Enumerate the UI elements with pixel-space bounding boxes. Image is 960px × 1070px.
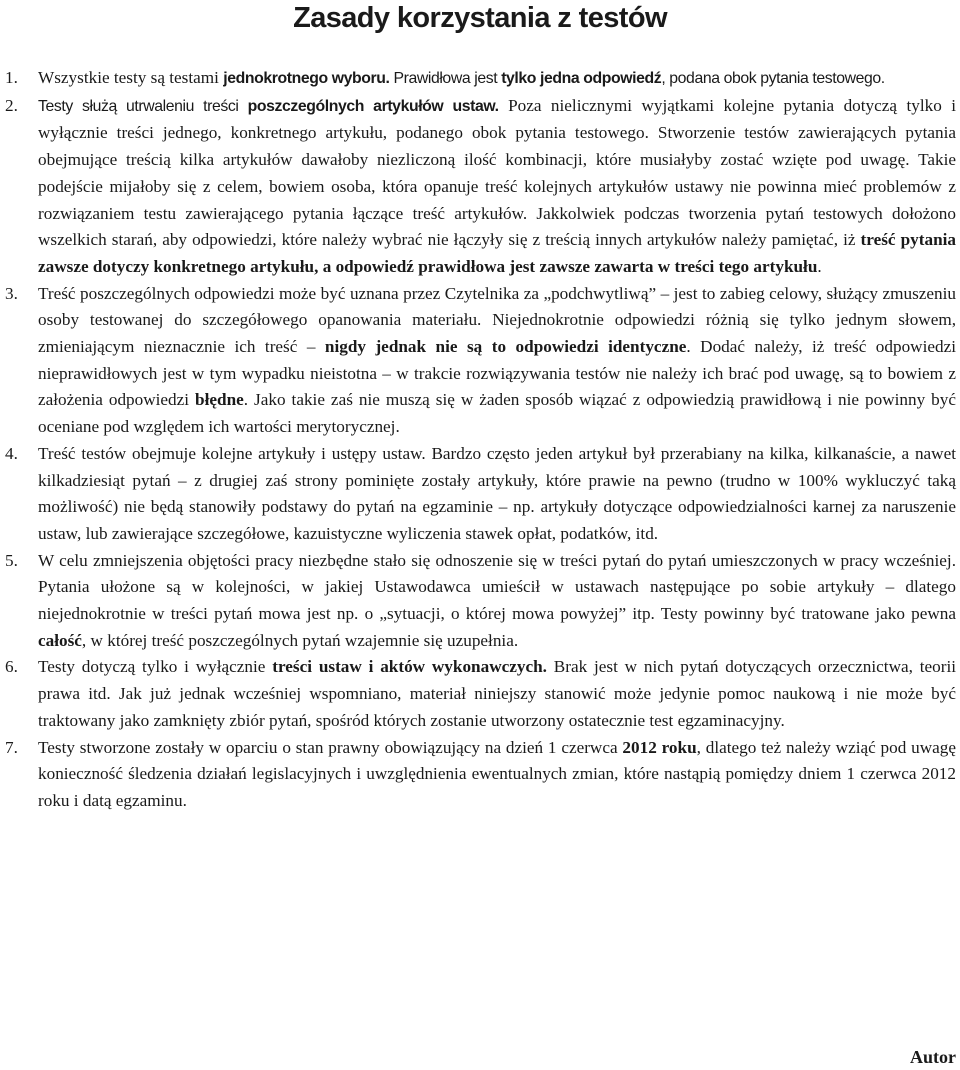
rule-text: , podana obok pytania testowego. (661, 70, 885, 87)
rule-text: . (817, 256, 822, 276)
rule-text: Treść poszczególnych odpowiedzi może być uznana przez Czytelnika za „podchwytliwą” – jest to zabieg celowy, służący zmuszeniu osoby testowanej do szczegółowego opanowania materiału. Niejednokrotnie odpowiedzi różnią się tylko jednym słowem, zmieniającym nieznacznie ich treść – (38, 283, 956, 357)
rule-text: Brak jest w nich pytań dotyczących orzecznictwa, teorii prawa itd. Jak już jednak wcześniej wspomniano, materiał niniejszy stanowić może jedynie pomoc naukową i nie może być traktowany jako zamknięty zbiór pytań, spośród których zostanie utworzony ostatecznie test egzaminacyjny. (38, 657, 956, 730)
rule-item (0, 281, 960, 441)
rule-text: W celu zmniejszenia objętości pracy niezbędne stało się odnoszenie się w treści pytań do pytań umieszczonych w pracy wcześniej. Pytania ułożone są w kolejności, w jakiej Ustawodawca umieścił w ustawach następujące po sobie artykuły – dlatego niejednokrotnie w treści pytań mowa jest np. o „sytuacji, o której mowa powyżej” itp. Testy powinny być tratowane jako pewna (38, 550, 956, 624)
rule-text-bold: poszczególnych artykułów ustaw. (247, 97, 499, 115)
rule-number: 3. (5, 283, 18, 303)
rule-number: 1. (5, 68, 18, 87)
rules-list (0, 65, 960, 815)
rule-text-bold: całość (38, 630, 82, 650)
rule-text-bold: 2012 roku (622, 737, 697, 757)
rule-text: , dlatego też należy wziąć pod uwagę konieczność śledzenia działań legislacyjnych i uwzględnienia ewentualnych zmian, które nastąpią pomiędzy dniem 1 czerwca 2012 roku i datą egzaminu. (38, 737, 956, 810)
rule-text: Poza nielicznymi wyjątkami kolejne pytania dotyczą tylko i wyłącznie treści jednego, konkretnego artykułu, podanego obok pytania testowego. Stworzenie testów zawierających pytania obejmujące treścią kilka artykułów dawałoby niezliczoną ilość kombinacji, które musiałyby zostać wzięte pod uwagę. Takie podejście mijałoby się z celem, bowiem osoba, która opanuje treść kolejnych artykułów ustawy nie powinna mieć problemów z rozwiązaniem testu zawierającego pytania łączące treść artykułów. Jakkolwiek podczas tworzenia pytań testowych dołożono wszelkich starań, aby odpowiedzi, które należy wybrać nie łączyły się z treścią innych artykułów należy pamiętać, iż (38, 95, 957, 250)
rule-text: Testy stworzone zostały w oparciu o stan prawny obowiązujący na dzień 1 czerwca (38, 737, 623, 757)
rule-number: 6. (5, 657, 18, 677)
rule-number: 2. (5, 95, 18, 115)
rule-text-bold: nigdy jednak nie są to odpowiedzi identyczne (324, 337, 687, 357)
rule-text: . Jako takie zaś nie muszą się w żaden sposób wiązać z odpowiedzią prawidłową i nie powinny być oceniane pod względem ich wartości merytorycznej. (38, 390, 956, 437)
rule-text: Testy dotyczą tylko i wyłącznie (38, 657, 273, 677)
author-signature: Autor (910, 1047, 956, 1067)
rule-text: Testy służą utrwaleniu treści (38, 97, 248, 115)
rule-item (0, 65, 960, 93)
rule-text: Treść testów obejmuje kolejne artykuły i ustępy ustaw. Bardzo często jeden artykuł był przerabiany na kilka, kilkanaście, a nawet kilkadziesiąt pytań – z drugiej zaś strony pominięte zostały artykuły, które prawie na pewno (trudno w 100% wykluczyć taką możliwość) nie będą stanowiły podstawy do pytań na egzaminie – np. artykuły dotyczące odpowiedzialności karnej za naruszenie ustaw, lub zawierające szczegółowe, kazuistyczne wyliczenia stawek opłat, podatków, itd. (38, 443, 956, 543)
rule-number: 5. (5, 550, 18, 570)
rule-item (0, 441, 960, 548)
rule-item (0, 93, 960, 281)
rule-text: . Dodać należy, iż treść odpowiedzi nieprawidłowych jest w tym wypadku nieistotna – w trakcie rozwiązywania testów nie należy ich brać pod uwagę, są to bowiem z założenia odpowiedzi (38, 337, 956, 410)
rule-text-bold: jednokrotnego wyboru. (223, 70, 390, 87)
rule-text: Wszystkie testy są testami (38, 68, 224, 87)
rule-text: Prawidłowa jest (389, 70, 502, 87)
rule-text-bold: treści ustaw i aktów wykonawczych. (272, 657, 547, 677)
rule-text-bold: tylko jedna odpowiedź (501, 70, 662, 87)
rule-text-bold: błędne (195, 390, 244, 410)
rule-text: , w której treść poszczególnych pytań wzajemnie się uzupełnia. (81, 630, 519, 650)
rule-item (0, 548, 960, 655)
rule-text-bold: treść pytania zawsze dotyczy konkretnego artykułu, a odpowiedź prawidłowa jest zawsze zawarta w treści tego artykułu (38, 230, 957, 276)
rule-item (0, 654, 960, 734)
document-title: Zasady korzystania z testów (293, 2, 667, 34)
rule-number: 4. (5, 443, 18, 463)
rule-number: 7. (5, 737, 18, 757)
rule-item (0, 735, 960, 815)
